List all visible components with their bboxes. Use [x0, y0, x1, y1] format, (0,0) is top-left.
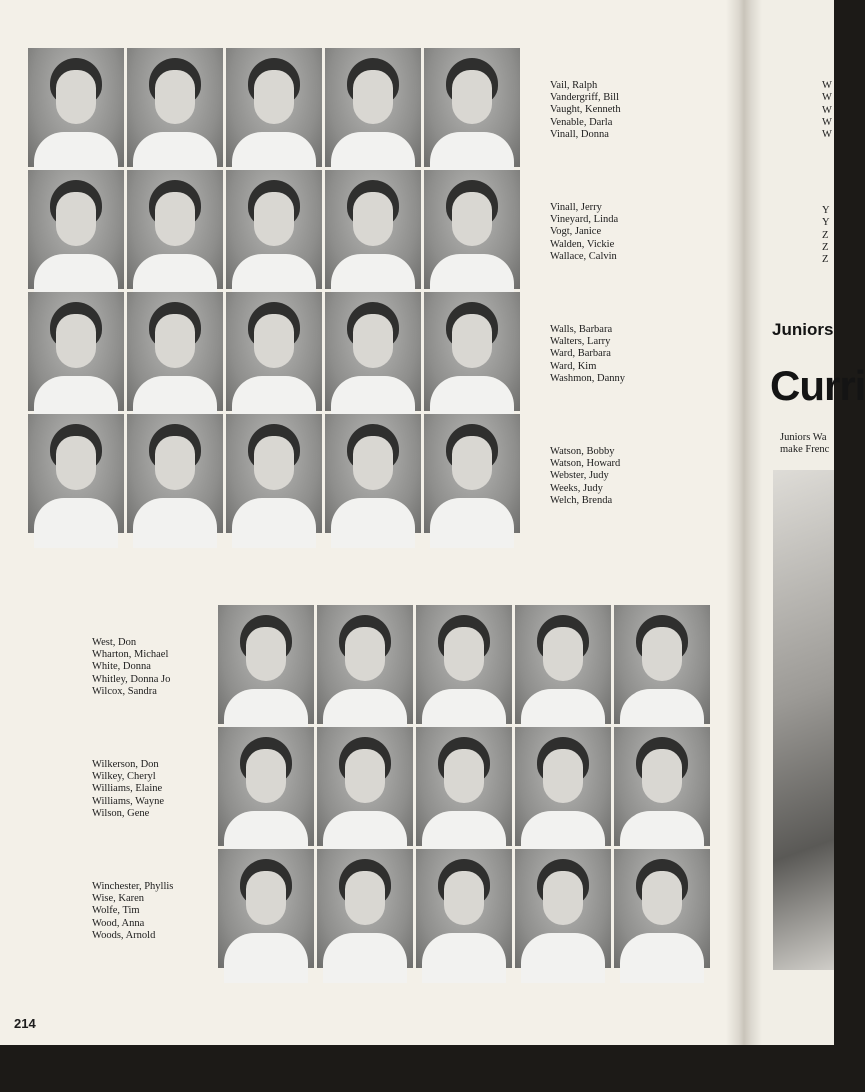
portrait-head — [353, 314, 393, 368]
student-portrait — [515, 849, 611, 968]
student-portrait — [424, 292, 520, 411]
student-name: Watson, Howard — [550, 458, 621, 470]
feature-photo — [773, 470, 834, 970]
truncated-name: W — [822, 92, 832, 104]
portrait-body — [34, 498, 118, 548]
portrait-head — [543, 627, 583, 681]
student-name: Wilkerson, Don — [92, 759, 159, 770]
portrait-head — [444, 871, 484, 925]
student-name: Wilson, Gene — [92, 807, 150, 819]
portrait-head — [246, 871, 286, 925]
portrait-head — [353, 70, 393, 124]
student-portrait — [325, 170, 421, 289]
feature-caption — [780, 432, 829, 456]
student-name: Vaught, Kenneth — [550, 104, 621, 116]
portrait-head — [543, 749, 583, 803]
portrait-head — [254, 70, 294, 124]
name-list — [92, 759, 164, 820]
student-portrait — [218, 727, 314, 846]
portrait-body — [232, 498, 316, 548]
portrait-head — [452, 314, 492, 368]
student-name: Vinall, Donna — [550, 128, 609, 140]
student-portrait — [127, 170, 223, 289]
student-name: White, Donna — [92, 661, 151, 673]
portrait-grid-bottom — [218, 605, 710, 968]
portrait-head — [246, 749, 286, 803]
student-portrait — [127, 48, 223, 167]
student-name: Walls, Barbara — [550, 324, 613, 335]
student-name: Washmon, Danny — [550, 372, 625, 384]
name-list — [550, 324, 625, 385]
truncated-name: W — [822, 129, 832, 141]
student-name: Winchester, Phyllis — [92, 881, 174, 892]
student-portrait — [28, 414, 124, 533]
student-portrait — [127, 414, 223, 533]
student-portrait — [614, 727, 710, 846]
student-portrait — [614, 849, 710, 968]
portrait-head — [155, 314, 195, 368]
portrait-head — [543, 871, 583, 925]
portrait-grid-top — [28, 48, 520, 533]
portrait-body — [430, 498, 514, 548]
student-portrait — [416, 605, 512, 724]
portrait-head — [353, 436, 393, 490]
student-portrait — [218, 605, 314, 724]
portrait-head — [56, 436, 96, 490]
student-portrait — [325, 48, 421, 167]
student-portrait — [317, 605, 413, 724]
truncated-name: W — [822, 104, 832, 116]
portrait-head — [452, 192, 492, 246]
student-name: Wise, Karen — [92, 893, 145, 905]
student-name: Wilkey, Cheryl — [92, 771, 156, 783]
portrait-head — [254, 192, 294, 246]
feature-headline: Curri — [770, 362, 865, 409]
portrait-head — [452, 436, 492, 490]
caption-line: Juniors Wa — [780, 432, 827, 443]
portrait-head — [56, 314, 96, 368]
student-portrait — [226, 292, 322, 411]
student-name: Wharton, Michael — [92, 649, 169, 661]
portrait-body — [620, 933, 704, 983]
student-name: Vandergriff, Bill — [550, 92, 620, 104]
student-portrait — [28, 292, 124, 411]
section-label: Juniors — [772, 320, 834, 339]
facing-page-name-column-2 — [822, 205, 830, 266]
student-name: Vogt, Janice — [550, 226, 602, 238]
student-portrait — [226, 48, 322, 167]
student-portrait — [325, 292, 421, 411]
student-name: Venable, Darla — [550, 116, 613, 128]
portrait-head — [254, 314, 294, 368]
student-name: Welch, Brenda — [550, 494, 613, 506]
student-name: Walden, Vickie — [550, 238, 615, 250]
portrait-head — [345, 749, 385, 803]
student-name: Ward, Barbara — [550, 348, 611, 360]
portrait-head — [155, 70, 195, 124]
student-portrait — [317, 849, 413, 968]
student-name: Weeks, Judy — [550, 482, 603, 494]
portrait-body — [323, 933, 407, 983]
truncated-name: Z — [822, 241, 829, 253]
name-list — [550, 446, 620, 507]
student-name: West, Don — [92, 637, 137, 648]
portrait-head — [56, 70, 96, 124]
student-portrait — [416, 849, 512, 968]
student-name: Wood, Anna — [92, 917, 145, 929]
truncated-name: Z — [822, 254, 829, 266]
book-gutter — [726, 0, 762, 1045]
facing-page-name-column-1 — [822, 80, 832, 141]
portrait-head — [155, 192, 195, 246]
truncated-name: Y — [822, 217, 830, 229]
name-list — [92, 881, 173, 942]
student-portrait — [127, 292, 223, 411]
student-portrait — [226, 170, 322, 289]
portrait-head — [254, 436, 294, 490]
student-name: Walters, Larry — [550, 336, 611, 348]
portrait-body — [133, 498, 217, 548]
portrait-head — [56, 192, 96, 246]
student-name: Ward, Kim — [550, 360, 597, 372]
portrait-head — [452, 70, 492, 124]
portrait-head — [444, 749, 484, 803]
truncated-name: Y — [822, 205, 830, 216]
student-portrait — [226, 414, 322, 533]
portrait-head — [345, 871, 385, 925]
student-portrait — [424, 170, 520, 289]
portrait-head — [444, 627, 484, 681]
student-name: Vineyard, Linda — [550, 214, 619, 226]
portrait-head — [345, 627, 385, 681]
student-name: Wilcox, Sandra — [92, 685, 157, 697]
truncated-name: W — [822, 80, 832, 91]
student-portrait — [218, 849, 314, 968]
portrait-head — [246, 627, 286, 681]
caption-line: make Frenc — [780, 444, 830, 455]
student-portrait — [515, 605, 611, 724]
portrait-head — [642, 871, 682, 925]
portrait-body — [422, 933, 506, 983]
portrait-head — [353, 192, 393, 246]
student-name: Woods, Arnold — [92, 929, 156, 941]
portrait-head — [642, 627, 682, 681]
portrait-head — [155, 436, 195, 490]
student-name: Watson, Bobby — [550, 446, 615, 457]
portrait-body — [224, 933, 308, 983]
portrait-head — [642, 749, 682, 803]
student-name: Wolfe, Tim — [92, 905, 140, 917]
truncated-name: W — [822, 116, 832, 128]
student-portrait — [515, 727, 611, 846]
truncated-name: Z — [822, 229, 829, 241]
student-name: Webster, Judy — [550, 470, 609, 482]
student-name: Whitley, Donna Jo — [92, 673, 171, 685]
student-portrait — [317, 727, 413, 846]
student-name: Williams, Elaine — [92, 783, 163, 795]
portrait-body — [331, 498, 415, 548]
student-name: Wallace, Calvin — [550, 250, 617, 262]
student-portrait — [325, 414, 421, 533]
name-list — [550, 80, 621, 141]
name-list — [92, 637, 170, 698]
student-name: Vail, Ralph — [550, 80, 598, 91]
name-list — [550, 202, 618, 263]
student-portrait — [424, 48, 520, 167]
student-portrait — [28, 170, 124, 289]
student-portrait — [424, 414, 520, 533]
portrait-body — [521, 933, 605, 983]
student-name: Williams, Wayne — [92, 795, 165, 807]
student-portrait — [28, 48, 124, 167]
student-name: Vinall, Jerry — [550, 202, 602, 213]
page-number: 214 — [14, 1016, 36, 1031]
student-portrait — [614, 605, 710, 724]
student-portrait — [416, 727, 512, 846]
